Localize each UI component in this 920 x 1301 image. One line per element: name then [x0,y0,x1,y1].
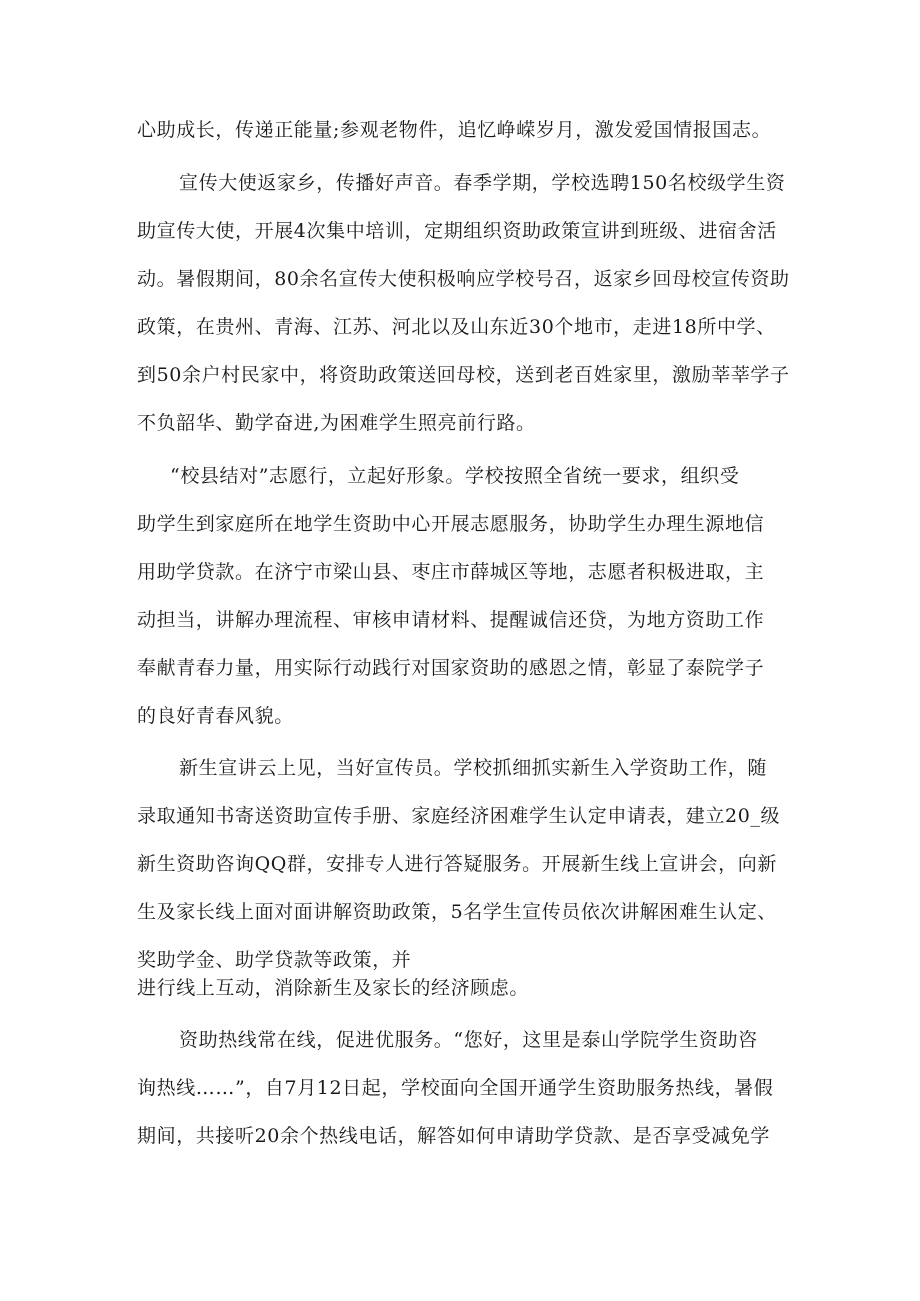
text-line: 的良好青春风貌。 [137,705,294,727]
text-line: 资助热线常在线，促进优服务。“您好，这里是泰山学院学生资助咨 [179,1029,758,1051]
text-line: 生及家长线上面对面讲解资助政策，5名学生宣传员依次讲解困难生认定、 [137,901,777,923]
text-line: 动担当，讲解办理流程、审核申请材料、提醒诚信还贷，为地方资助工作 [137,609,765,631]
text-line: 奉献青春力量，用实际行动践行对国家资助的感恩之情，彰显了泰院学子 [137,657,765,679]
text-line: 奖助学金、助学贷款等政策，并 [137,949,412,971]
text-line: 助宣传大使，开展4次集中培训，定期组织资助政策宣讲到班级、进宿舍活 [137,220,777,242]
text-line: 不负韶华、勤学奋进,为困难学生照亮前行路。 [137,412,536,434]
text-line: 心助成长，传递正能量;参观老物件，追忆峥嵘岁月，激发爱国情报国志。 [137,119,772,141]
text-line: 进行线上互动，消除新生及家长的经济顾虑。 [137,977,530,999]
text-line: 询热线……”，自7月12日起，学校面向全国开通学生资助服务热线，暑假 [137,1077,774,1099]
text-line: 期间，共接听20余个热线电话，解答如何申请助学贷款、是否享受减免学 [137,1125,770,1147]
text-line: 到50余户村民家中，将资助政策送回母校，送到老百姓家里，激励莘莘学子 [137,364,790,386]
text-line: 录取通知书寄送资助宣传手册、家庭经济困难学生认定申请表，建立20_级 [137,805,781,827]
text-line: 动。暑假期间，80余名宣传大使积极响应学校号召，返家乡回母校宣传资助 [137,268,790,290]
text-line: 宣传大使返家乡，传播好声音。春季学期，学校选聘150名校级学生资 [179,172,786,194]
text-line: 新生宣讲云上见，当好宣传员。学校抓细抓实新生入学资助工作，随 [179,757,768,779]
text-line: 用助学贷款。在济宁市梁山县、枣庄市薛城区等地，志愿者积极进取，主 [137,561,765,583]
text-line: “校县结对”志愿行，立起好形象。学校按照全省统一要求，组织受 [170,465,740,487]
text-line: 政策，在贵州、青海、江苏、河北以及山东近30个地市，走进18所中学、 [137,316,776,338]
text-line: 助学生到家庭所在地学生资助中心开展志愿服务，协助学生办理生源地信 [137,513,765,535]
text-line: 新生资助咨询QQ群，安排专人进行答疑服务。开展新生线上宣讲会，向新 [137,853,777,875]
